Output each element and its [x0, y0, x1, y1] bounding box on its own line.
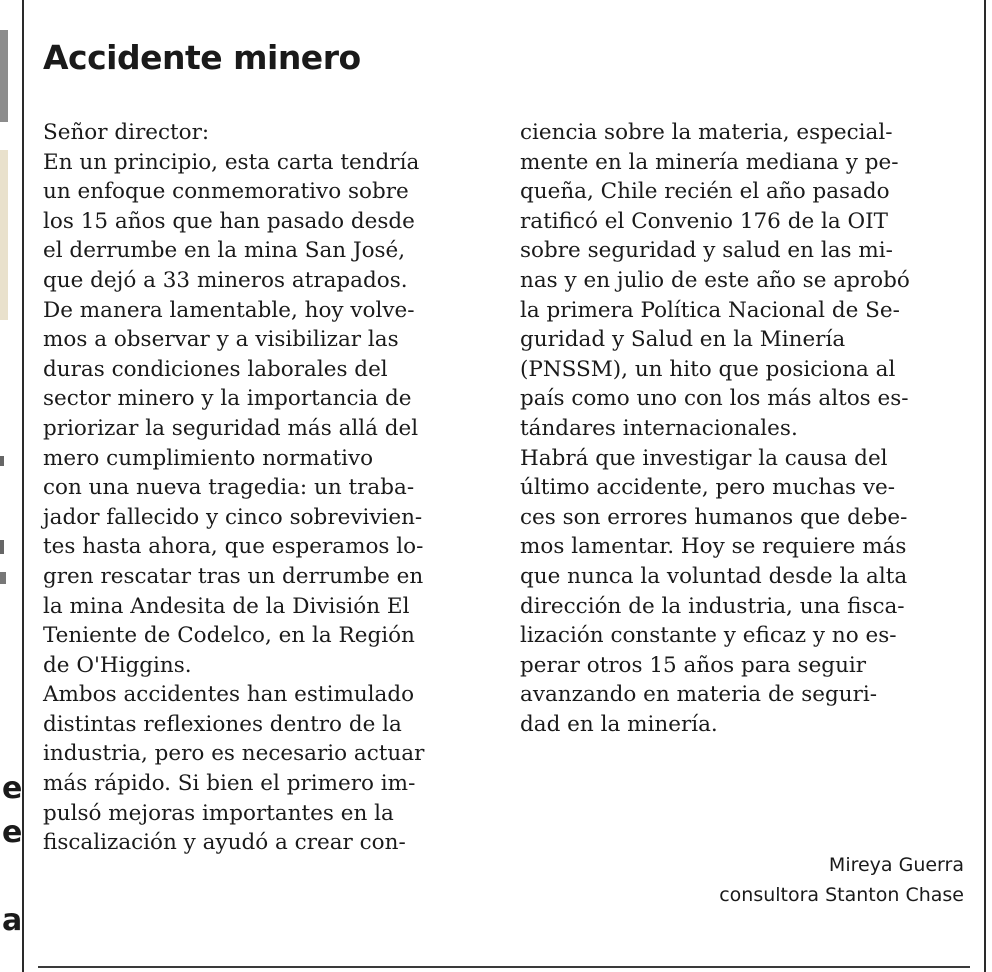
text-line: tándares internacionales. — [520, 415, 798, 441]
adjacent-letter: a — [2, 903, 23, 938]
letter-body-left-column — [43, 118, 488, 858]
letter-signature — [719, 850, 964, 910]
adjacent-mark — [0, 572, 6, 584]
adjacent-letter: e — [2, 771, 23, 806]
text-line: En un principio, esta carta tendría — [43, 149, 420, 175]
text-line: país como uno con los más altos es- — [520, 386, 909, 412]
text-line: último accidente, pero muchas ve- — [520, 475, 896, 501]
author-name: Mireya Guerra — [828, 854, 964, 876]
text-line: con una nueva tragedia: un traba- — [43, 475, 415, 501]
text-line: fiscalización y ayudó a crear con- — [43, 830, 406, 856]
text-line: Teniente de Codelco, en la Región — [43, 623, 415, 649]
text-line: el derrumbe en la mina San José, — [43, 238, 406, 264]
text-line: de O'Higgins. — [43, 652, 192, 678]
text-line: jador fallecido y cinco sobrevivien- — [43, 504, 423, 530]
text-line: sector minero y la importancia de — [43, 386, 412, 412]
letter-body-right-column — [520, 118, 960, 739]
text-line: ratificó el Convenio 176 de la OIT — [520, 208, 888, 234]
text-line: que nunca la voluntad desde la alta — [520, 563, 908, 589]
text-line: industria, pero es necesario actuar — [43, 741, 425, 767]
article-headline: Accidente minero — [43, 38, 361, 77]
adjacent-mark — [0, 456, 4, 466]
text-line: De manera lamentable, hoy volve- — [43, 297, 415, 323]
adjacent-image-fragment — [0, 150, 8, 320]
adjacent-image-fragment — [0, 30, 8, 122]
text-line: queña, Chile recién el año pasado — [520, 179, 890, 205]
text-line: mos lamentar. Hoy se requiere más — [520, 534, 907, 560]
text-line: gren rescatar tras un derrumbe en — [43, 563, 424, 589]
column-divider-left — [22, 0, 24, 972]
text-line: lización constante y eficaz y no es- — [520, 623, 897, 649]
text-line: priorizar la seguridad más allá del — [43, 415, 419, 441]
text-line: Habrá que investigar la causa del — [520, 445, 888, 471]
adjacent-column-strip — [0, 0, 22, 972]
text-line: avanzando en materia de seguri- — [520, 682, 878, 708]
text-line: dirección de la industria, una fisca- — [520, 593, 905, 619]
text-line: sobre seguridad y salud en las mi- — [520, 238, 893, 264]
text-line: mente en la minería mediana y pe- — [520, 149, 899, 175]
text-line: más rápido. Si bien el primero im- — [43, 771, 416, 797]
text-line: la mina Andesita de la División El — [43, 593, 410, 619]
adjacent-letter: e — [2, 815, 23, 850]
text-line: ciencia sobre la materia, especial- — [520, 120, 893, 145]
text-line: perar otros 15 años para seguir — [520, 652, 867, 678]
text-line: Señor director: — [43, 120, 210, 145]
text-line: pulsó mejoras importantes en la — [43, 800, 394, 826]
text-line: los 15 años que han pasado desde — [43, 208, 415, 234]
text-line: mos a observar y a visibilizar las — [43, 327, 399, 353]
text-line: ces son errores humanos que debe- — [520, 504, 908, 530]
column-divider-right — [984, 0, 986, 972]
text-line: mero cumplimiento normativo — [43, 445, 374, 471]
text-line: que dejó a 33 mineros atrapados. — [43, 267, 408, 293]
text-line: la primera Política Nacional de Se- — [520, 297, 900, 323]
text-line: un enfoque conmemorativo sobre — [43, 179, 409, 205]
bottom-divider — [38, 966, 970, 968]
author-title: consultora Stanton Chase — [719, 884, 964, 906]
text-line: guridad y Salud en la Minería — [520, 327, 846, 353]
text-line: distintas reflexiones dentro de la — [43, 711, 402, 737]
text-line: dad en la minería. — [520, 711, 718, 737]
text-line: duras condiciones laborales del — [43, 356, 388, 382]
text-line: Ambos accidentes han estimulado — [43, 682, 415, 708]
text-line: tes hasta ahora, que esperamos lo- — [43, 534, 424, 560]
text-line: (PNSSM), un hito que posiciona al — [520, 356, 896, 382]
adjacent-mark — [0, 540, 4, 554]
text-line: nas y en julio de este año se aprobó — [520, 267, 910, 293]
